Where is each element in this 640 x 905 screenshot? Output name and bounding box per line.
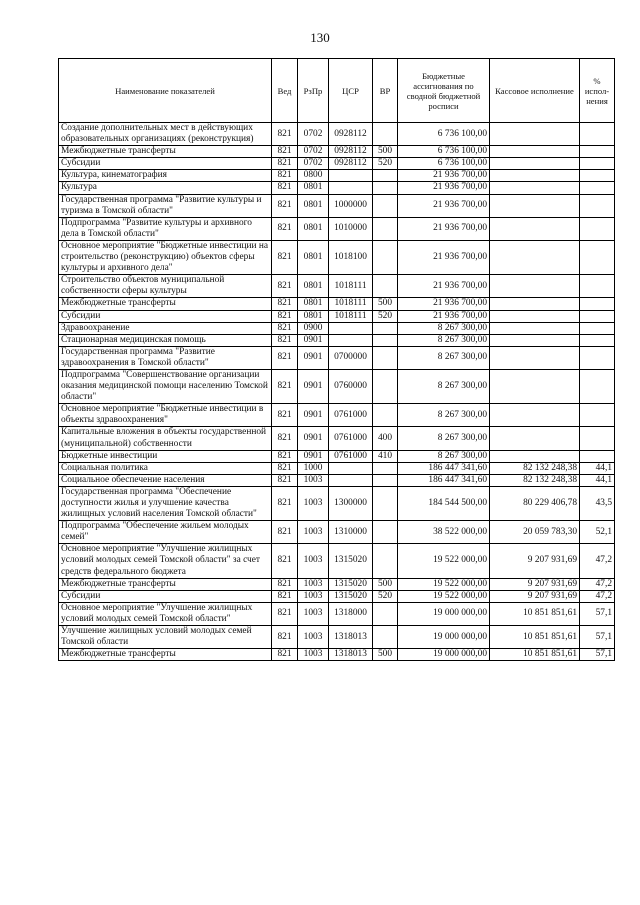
- cell-name: Подпрограмма "Совершенствование организации оказания медицинской помощи населению Томской области": [59, 369, 272, 403]
- cell-cash: [490, 194, 580, 217]
- cell-budget: 6 736 100,00: [398, 158, 490, 170]
- cell-budget: 38 522 000,00: [398, 521, 490, 544]
- cell-ved: 821: [272, 649, 298, 661]
- cell-name: Основное мероприятие "Бюджетные инвестиции на строительство (реконструкцию) объектов сферы культуры и архивного дела": [59, 240, 272, 274]
- cell-csr: 1318013: [329, 649, 373, 661]
- cell-pct: [580, 404, 615, 427]
- cell-name: Капитальные вложения в объекты государственной (муниципальной) собственности: [59, 427, 272, 450]
- cell-name: Межбюджетные трансферты: [59, 298, 272, 310]
- cell-csr: 0928112: [329, 158, 373, 170]
- cell-rzpr: 1003: [298, 521, 329, 544]
- cell-csr: 1018111: [329, 310, 373, 322]
- cell-cash: 80 229 406,78: [490, 486, 580, 520]
- cell-cash: 10 851 851,61: [490, 626, 580, 649]
- table-row: [59, 334, 615, 346]
- table-body: [59, 123, 615, 661]
- cell-vr: [373, 521, 398, 544]
- table-row: [59, 626, 615, 649]
- cell-name: Основное мероприятие "Бюджетные инвестиции в объекты здравоохранения": [59, 404, 272, 427]
- cell-ved: 821: [272, 544, 298, 578]
- cell-cash: 9 207 931,69: [490, 590, 580, 602]
- cell-ved: 821: [272, 590, 298, 602]
- cell-vr: [373, 170, 398, 182]
- cell-rzpr: 1003: [298, 544, 329, 578]
- cell-budget: 186 447 341,60: [398, 474, 490, 486]
- header-vr: ВР: [373, 59, 398, 123]
- table-row: [59, 521, 615, 544]
- cell-cash: [490, 170, 580, 182]
- cell-vr: [373, 322, 398, 334]
- cell-name: Основное мероприятие "Улучшение жилищных условий молодых семей Томской области" за счет средств федерального бюджета: [59, 544, 272, 578]
- cell-ved: 821: [272, 240, 298, 274]
- cell-ved: 821: [272, 578, 298, 590]
- cell-cash: [490, 369, 580, 403]
- cell-budget: 8 267 300,00: [398, 427, 490, 450]
- cell-ved: 821: [272, 486, 298, 520]
- cell-rzpr: 0801: [298, 298, 329, 310]
- cell-rzpr: 0801: [298, 240, 329, 274]
- cell-budget: 8 267 300,00: [398, 334, 490, 346]
- cell-csr: 0700000: [329, 346, 373, 369]
- cell-pct: 47,2: [580, 590, 615, 602]
- cell-name: Государственная программа "Развитие здравоохранения в Томской области": [59, 346, 272, 369]
- cell-budget: 186 447 341,60: [398, 462, 490, 474]
- cell-ved: 821: [272, 626, 298, 649]
- cell-budget: 8 267 300,00: [398, 369, 490, 403]
- cell-vr: [373, 275, 398, 298]
- cell-ved: 821: [272, 450, 298, 462]
- cell-name: Государственная программа "Развитие культуры и туризма в Томской области": [59, 194, 272, 217]
- cell-vr: 500: [373, 298, 398, 310]
- cell-cash: 82 132 248,38: [490, 462, 580, 474]
- cell-vr: 410: [373, 450, 398, 462]
- cell-pct: [580, 146, 615, 158]
- cell-name: Субсидии: [59, 310, 272, 322]
- table-row: [59, 182, 615, 194]
- cell-csr: 0761000: [329, 450, 373, 462]
- cell-vr: [373, 194, 398, 217]
- cell-budget: 184 544 500,00: [398, 486, 490, 520]
- cell-csr: 1318013: [329, 626, 373, 649]
- cell-vr: 520: [373, 590, 398, 602]
- cell-ved: 821: [272, 602, 298, 625]
- table-row: [59, 170, 615, 182]
- cell-csr: 1315020: [329, 590, 373, 602]
- cell-budget: 8 267 300,00: [398, 450, 490, 462]
- budget-table: [58, 58, 615, 661]
- cell-csr: 1318000: [329, 602, 373, 625]
- cell-budget: 21 936 700,00: [398, 310, 490, 322]
- table-row: [59, 590, 615, 602]
- cell-rzpr: 0801: [298, 275, 329, 298]
- cell-pct: [580, 450, 615, 462]
- table-row: [59, 310, 615, 322]
- cell-pct: [580, 217, 615, 240]
- cell-ved: 821: [272, 123, 298, 146]
- cell-cash: [490, 298, 580, 310]
- cell-pct: 52,1: [580, 521, 615, 544]
- cell-ved: 821: [272, 521, 298, 544]
- cell-cash: [490, 346, 580, 369]
- cell-pct: [580, 182, 615, 194]
- table-header: [59, 59, 615, 123]
- cell-budget: 21 936 700,00: [398, 217, 490, 240]
- cell-cash: [490, 427, 580, 450]
- cell-cash: [490, 334, 580, 346]
- cell-pct: [580, 346, 615, 369]
- cell-cash: 10 851 851,61: [490, 602, 580, 625]
- cell-pct: 44,1: [580, 474, 615, 486]
- cell-ved: 821: [272, 322, 298, 334]
- cell-rzpr: 0702: [298, 146, 329, 158]
- cell-ved: 821: [272, 404, 298, 427]
- cell-pct: 43,5: [580, 486, 615, 520]
- cell-ved: 821: [272, 194, 298, 217]
- cell-rzpr: 1003: [298, 602, 329, 625]
- cell-budget: 6 736 100,00: [398, 146, 490, 158]
- cell-vr: [373, 486, 398, 520]
- table-row: [59, 369, 615, 403]
- cell-budget: 8 267 300,00: [398, 404, 490, 427]
- cell-rzpr: 1003: [298, 578, 329, 590]
- cell-rzpr: 1003: [298, 486, 329, 520]
- cell-vr: [373, 544, 398, 578]
- cell-cash: [490, 275, 580, 298]
- cell-cash: 9 207 931,69: [490, 578, 580, 590]
- cell-csr: 0761000: [329, 404, 373, 427]
- header-pct: % испол-нения: [580, 59, 615, 123]
- cell-ved: 821: [272, 158, 298, 170]
- cell-name: Субсидии: [59, 590, 272, 602]
- cell-budget: 19 522 000,00: [398, 578, 490, 590]
- cell-name: Субсидии: [59, 158, 272, 170]
- cell-rzpr: 0901: [298, 346, 329, 369]
- cell-csr: 1315020: [329, 544, 373, 578]
- cell-vr: [373, 240, 398, 274]
- table-row: [59, 322, 615, 334]
- cell-name: Здравоохранение: [59, 322, 272, 334]
- cell-name: Подпрограмма "Обеспечение жильем молодых семей": [59, 521, 272, 544]
- table-row: [59, 217, 615, 240]
- cell-rzpr: 0901: [298, 450, 329, 462]
- cell-budget: 8 267 300,00: [398, 346, 490, 369]
- cell-rzpr: 1003: [298, 590, 329, 602]
- cell-vr: 500: [373, 146, 398, 158]
- cell-csr: [329, 170, 373, 182]
- cell-csr: [329, 334, 373, 346]
- cell-ved: 821: [272, 346, 298, 369]
- cell-pct: 57,1: [580, 649, 615, 661]
- cell-pct: 47,2: [580, 578, 615, 590]
- cell-pct: [580, 240, 615, 274]
- cell-rzpr: 1003: [298, 626, 329, 649]
- cell-budget: 19 000 000,00: [398, 602, 490, 625]
- table-row: [59, 240, 615, 274]
- cell-pct: [580, 427, 615, 450]
- cell-csr: 1300000: [329, 486, 373, 520]
- cell-budget: 21 936 700,00: [398, 240, 490, 274]
- cell-budget: 19 000 000,00: [398, 649, 490, 661]
- cell-vr: 520: [373, 310, 398, 322]
- cell-vr: [373, 404, 398, 427]
- cell-budget: 6 736 100,00: [398, 123, 490, 146]
- cell-vr: [373, 462, 398, 474]
- cell-budget: 19 000 000,00: [398, 626, 490, 649]
- cell-cash: [490, 217, 580, 240]
- table-row: [59, 404, 615, 427]
- table-row: [59, 194, 615, 217]
- cell-csr: 0760000: [329, 369, 373, 403]
- cell-name: Создание дополнительных мест в действующих образовательных организациях (реконструкция): [59, 123, 272, 146]
- cell-budget: 21 936 700,00: [398, 275, 490, 298]
- cell-vr: 400: [373, 427, 398, 450]
- cell-rzpr: 1003: [298, 474, 329, 486]
- cell-pct: 44,1: [580, 462, 615, 474]
- header-csr: ЦСР: [329, 59, 373, 123]
- cell-cash: [490, 158, 580, 170]
- cell-vr: [373, 182, 398, 194]
- cell-budget: 19 522 000,00: [398, 544, 490, 578]
- cell-ved: 821: [272, 146, 298, 158]
- table-row: [59, 578, 615, 590]
- cell-name: Бюджетные инвестиции: [59, 450, 272, 462]
- cell-rzpr: 0800: [298, 170, 329, 182]
- cell-name: Государственная программа "Обеспечение доступности жилья и улучшение качества жилищных условий населения Томской области": [59, 486, 272, 520]
- table-row: [59, 146, 615, 158]
- cell-pct: [580, 298, 615, 310]
- cell-pct: [580, 369, 615, 403]
- cell-csr: 1010000: [329, 217, 373, 240]
- cell-rzpr: 0901: [298, 404, 329, 427]
- cell-vr: 500: [373, 649, 398, 661]
- cell-cash: 20 059 783,30: [490, 521, 580, 544]
- cell-vr: [373, 123, 398, 146]
- cell-pct: [580, 170, 615, 182]
- table-row: [59, 462, 615, 474]
- cell-vr: [373, 346, 398, 369]
- cell-rzpr: 0801: [298, 310, 329, 322]
- header-cash: Кассовое исполнение: [490, 59, 580, 123]
- cell-rzpr: 0702: [298, 123, 329, 146]
- cell-pct: [580, 334, 615, 346]
- cell-budget: 21 936 700,00: [398, 194, 490, 217]
- cell-csr: [329, 322, 373, 334]
- cell-ved: 821: [272, 310, 298, 322]
- cell-cash: [490, 450, 580, 462]
- cell-ved: 821: [272, 275, 298, 298]
- cell-rzpr: 0801: [298, 217, 329, 240]
- table-row: [59, 474, 615, 486]
- header-rzpr: РзПр: [298, 59, 329, 123]
- cell-csr: 1018111: [329, 298, 373, 310]
- cell-ved: 821: [272, 462, 298, 474]
- table-row: [59, 486, 615, 520]
- cell-csr: [329, 182, 373, 194]
- cell-name: Социальное обеспечение населения: [59, 474, 272, 486]
- cell-pct: [580, 275, 615, 298]
- cell-name: Культура: [59, 182, 272, 194]
- cell-cash: [490, 182, 580, 194]
- table-row: [59, 544, 615, 578]
- cell-vr: [373, 369, 398, 403]
- cell-ved: 821: [272, 427, 298, 450]
- cell-budget: 21 936 700,00: [398, 298, 490, 310]
- cell-name: Межбюджетные трансферты: [59, 578, 272, 590]
- cell-name: Подпрограмма "Развитие культуры и архивного дела в Томской области": [59, 217, 272, 240]
- cell-rzpr: 0901: [298, 369, 329, 403]
- cell-csr: 1315020: [329, 578, 373, 590]
- cell-ved: 821: [272, 217, 298, 240]
- table-row: [59, 123, 615, 146]
- cell-rzpr: 1000: [298, 462, 329, 474]
- table-row: [59, 602, 615, 625]
- cell-name: Улучшение жилищных условий молодых семей Томской области: [59, 626, 272, 649]
- cell-rzpr: 0702: [298, 158, 329, 170]
- cell-budget: 21 936 700,00: [398, 170, 490, 182]
- table-row: [59, 158, 615, 170]
- cell-csr: 1000000: [329, 194, 373, 217]
- cell-csr: 1018111: [329, 275, 373, 298]
- cell-budget: 21 936 700,00: [398, 182, 490, 194]
- cell-rzpr: 0901: [298, 427, 329, 450]
- cell-csr: 1018100: [329, 240, 373, 274]
- cell-vr: 520: [373, 158, 398, 170]
- cell-ved: 821: [272, 369, 298, 403]
- cell-vr: [373, 626, 398, 649]
- cell-ved: 821: [272, 182, 298, 194]
- cell-cash: [490, 322, 580, 334]
- cell-budget: 8 267 300,00: [398, 322, 490, 334]
- table-row: [59, 427, 615, 450]
- cell-rzpr: 0801: [298, 182, 329, 194]
- cell-cash: [490, 123, 580, 146]
- cell-vr: 500: [373, 578, 398, 590]
- cell-rzpr: 0901: [298, 334, 329, 346]
- cell-ved: 821: [272, 334, 298, 346]
- cell-rzpr: 0900: [298, 322, 329, 334]
- cell-pct: 47,2: [580, 544, 615, 578]
- cell-pct: [580, 194, 615, 217]
- page-number: 130: [310, 30, 330, 45]
- cell-ved: 821: [272, 298, 298, 310]
- cell-pct: [580, 310, 615, 322]
- cell-ved: 821: [272, 170, 298, 182]
- cell-pct: [580, 158, 615, 170]
- cell-name: Стационарная медицинская помощь: [59, 334, 272, 346]
- cell-name: Межбюджетные трансферты: [59, 146, 272, 158]
- cell-name: Социальная политика: [59, 462, 272, 474]
- cell-cash: 82 132 248,38: [490, 474, 580, 486]
- cell-vr: [373, 474, 398, 486]
- cell-cash: [490, 310, 580, 322]
- cell-cash: [490, 404, 580, 427]
- cell-csr: 1310000: [329, 521, 373, 544]
- cell-cash: 10 851 851,61: [490, 649, 580, 661]
- cell-name: Основное мероприятие "Улучшение жилищных условий молодых семей Томской области": [59, 602, 272, 625]
- cell-name: Строительство объектов муниципальной собственности сферы культуры: [59, 275, 272, 298]
- cell-pct: [580, 123, 615, 146]
- cell-csr: 0928112: [329, 123, 373, 146]
- header-name: Наименование показателей: [59, 59, 272, 123]
- cell-rzpr: 1003: [298, 649, 329, 661]
- cell-cash: [490, 146, 580, 158]
- header-budget: Бюджетные ассигнования по сводной бюджетной росписи: [398, 59, 490, 123]
- cell-name: Межбюджетные трансферты: [59, 649, 272, 661]
- table-row: [59, 649, 615, 661]
- cell-cash: [490, 240, 580, 274]
- cell-pct: 57,1: [580, 602, 615, 625]
- table-row: [59, 346, 615, 369]
- cell-pct: [580, 322, 615, 334]
- cell-vr: [373, 602, 398, 625]
- cell-csr: 0761000: [329, 427, 373, 450]
- cell-csr: 0928112: [329, 146, 373, 158]
- cell-cash: 9 207 931,69: [490, 544, 580, 578]
- cell-budget: 19 522 000,00: [398, 590, 490, 602]
- cell-pct: 57,1: [580, 626, 615, 649]
- header-ved: Вед: [272, 59, 298, 123]
- cell-csr: [329, 474, 373, 486]
- table-row: [59, 275, 615, 298]
- cell-vr: [373, 217, 398, 240]
- cell-csr: [329, 462, 373, 474]
- table-row: [59, 450, 615, 462]
- cell-vr: [373, 334, 398, 346]
- cell-name: Культура, кинематография: [59, 170, 272, 182]
- table-row: [59, 298, 615, 310]
- cell-ved: 821: [272, 474, 298, 486]
- cell-rzpr: 0801: [298, 194, 329, 217]
